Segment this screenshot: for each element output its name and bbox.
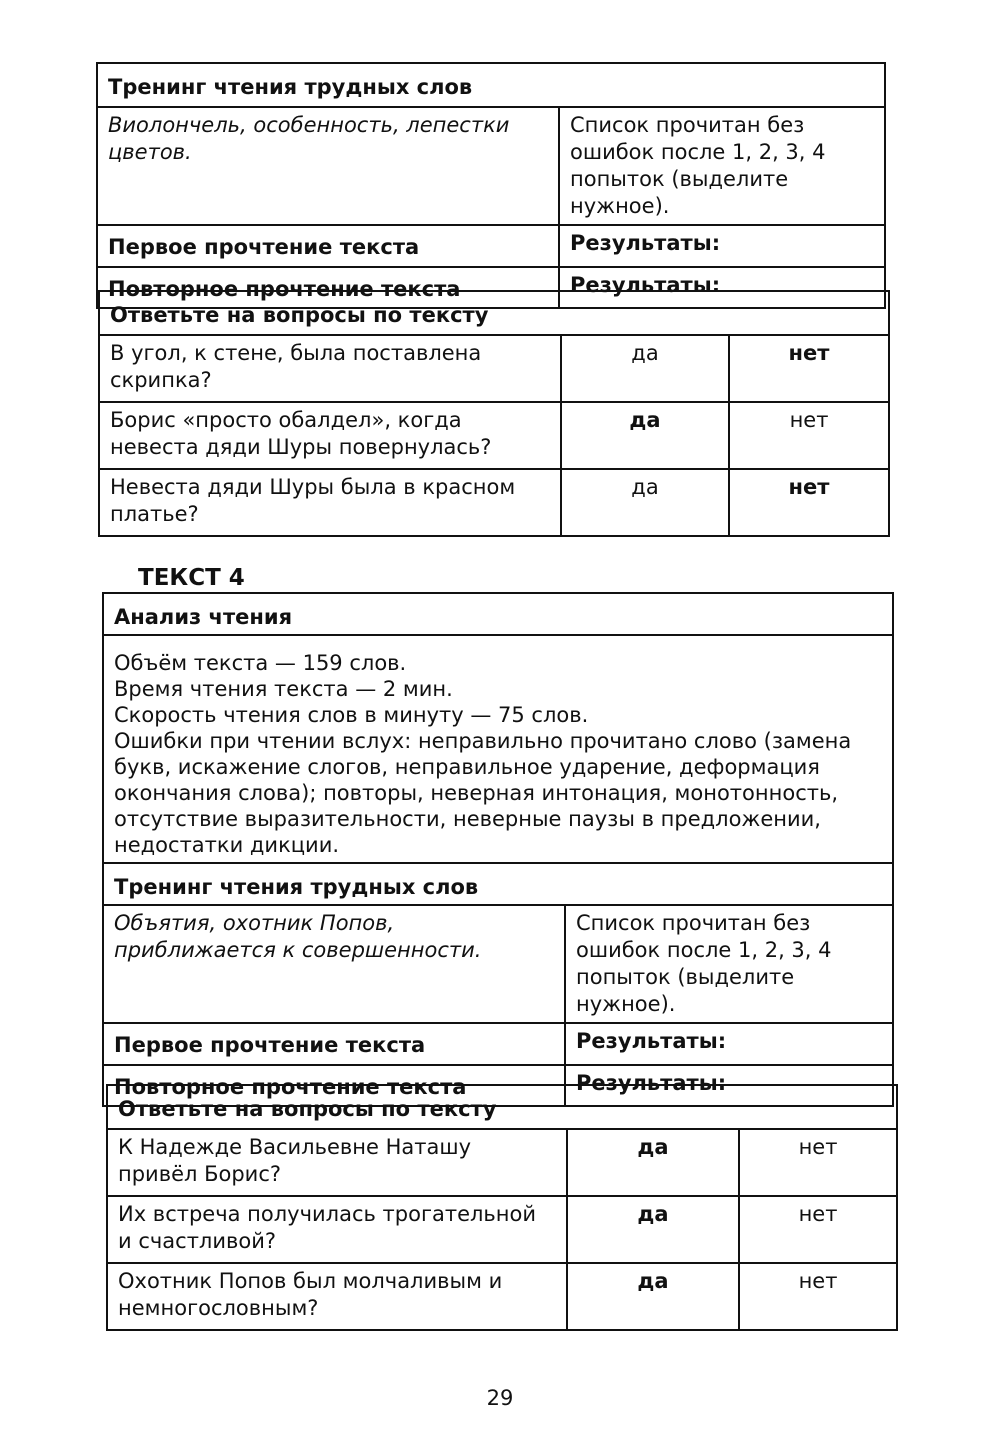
answer-no: нет: [729, 335, 889, 402]
answer-yes: да: [561, 335, 729, 402]
question-text: Их встреча получилась трогательной и счастливой?: [107, 1196, 567, 1263]
questions-heading: Ответьте на вопросы по тексту: [107, 1085, 897, 1129]
question-text: К Надежде Васильевне Наташу привёл Борис?: [107, 1129, 567, 1196]
training-instruction: Список прочитан без ошибок после 1, 2, 3, 4 попыток (выделите нужное).: [565, 905, 893, 1023]
text4-questions-table: [106, 1084, 898, 1331]
second-reading-label: Повторное прочтение текста: [103, 1065, 565, 1106]
answer-no: нет: [739, 1129, 897, 1196]
answer-yes: да: [561, 469, 729, 536]
question-text: Борис «просто обалдел», когда невеста дяди Шуры повернулась?: [99, 402, 561, 469]
answer-no: нет: [729, 402, 889, 469]
analysis-line: Объём текста — 159 слов.: [114, 651, 407, 675]
difficult-words: Объятия, охотник Попов, приближается к совершенности.: [103, 905, 565, 1023]
analysis-line: Скорость чтения слов в минуту — 75 слов.: [114, 703, 589, 727]
answer-yes: да: [561, 402, 729, 469]
page-number: 29: [486, 1386, 514, 1410]
answer-no: нет: [729, 469, 889, 536]
question-text: В угол, к стене, была поставлена скрипка?: [99, 335, 561, 402]
answer-no: нет: [739, 1196, 897, 1263]
training-heading: Тренинг чтения трудных слов: [97, 63, 885, 107]
text4-analysis-table: [102, 592, 894, 1107]
question-text: Охотник Попов был молчаливым и немногословным?: [107, 1263, 567, 1330]
question-row: [99, 469, 889, 536]
training-instruction: Список прочитан без ошибок после 1, 2, 3, 4 попыток (выделите нужное).: [559, 107, 885, 225]
analysis-line: Ошибки при чтении вслух: неправильно прочитано слово (замена букв, искажение слогов, неправильное ударение, деформация окончания слова); повторы, неверная интонация, монотонность, отсутствие выразительности, неверные паузы в предложении, недостатки дикции.: [114, 729, 852, 857]
second-reading-result: Результаты:: [559, 267, 885, 308]
answer-yes: да: [567, 1263, 739, 1330]
question-row: [99, 402, 889, 469]
text3-training-table: [96, 62, 886, 309]
text3-questions-table: [98, 290, 890, 537]
answer-no: нет: [739, 1263, 897, 1330]
difficult-words: Виолончель, особенность, лепестки цветов.: [97, 107, 559, 225]
analysis-body: [103, 635, 893, 863]
answer-yes: да: [567, 1129, 739, 1196]
second-reading-result: Результаты:: [565, 1065, 893, 1106]
question-text: Невеста дяди Шуры была в красном платье?: [99, 469, 561, 536]
first-reading-label: Первое прочтение текста: [97, 225, 559, 267]
first-reading-result: Результаты:: [565, 1023, 893, 1065]
training-heading: Тренинг чтения трудных слов: [103, 863, 893, 905]
first-reading-label: Первое прочтение текста: [103, 1023, 565, 1065]
first-reading-result: Результаты:: [559, 225, 885, 267]
question-row: [107, 1263, 897, 1330]
answer-yes: да: [567, 1196, 739, 1263]
analysis-line: Время чтения текста — 2 мин.: [114, 677, 453, 701]
question-row: [107, 1196, 897, 1263]
second-reading-label: Повторное прочтение текста: [97, 267, 559, 308]
questions-heading: Ответьте на вопросы по тексту: [99, 291, 889, 335]
question-row: [107, 1129, 897, 1196]
section-title: ТЕКСТ 4: [138, 565, 245, 591]
question-row: [99, 335, 889, 402]
analysis-heading: Анализ чтения: [103, 593, 893, 635]
